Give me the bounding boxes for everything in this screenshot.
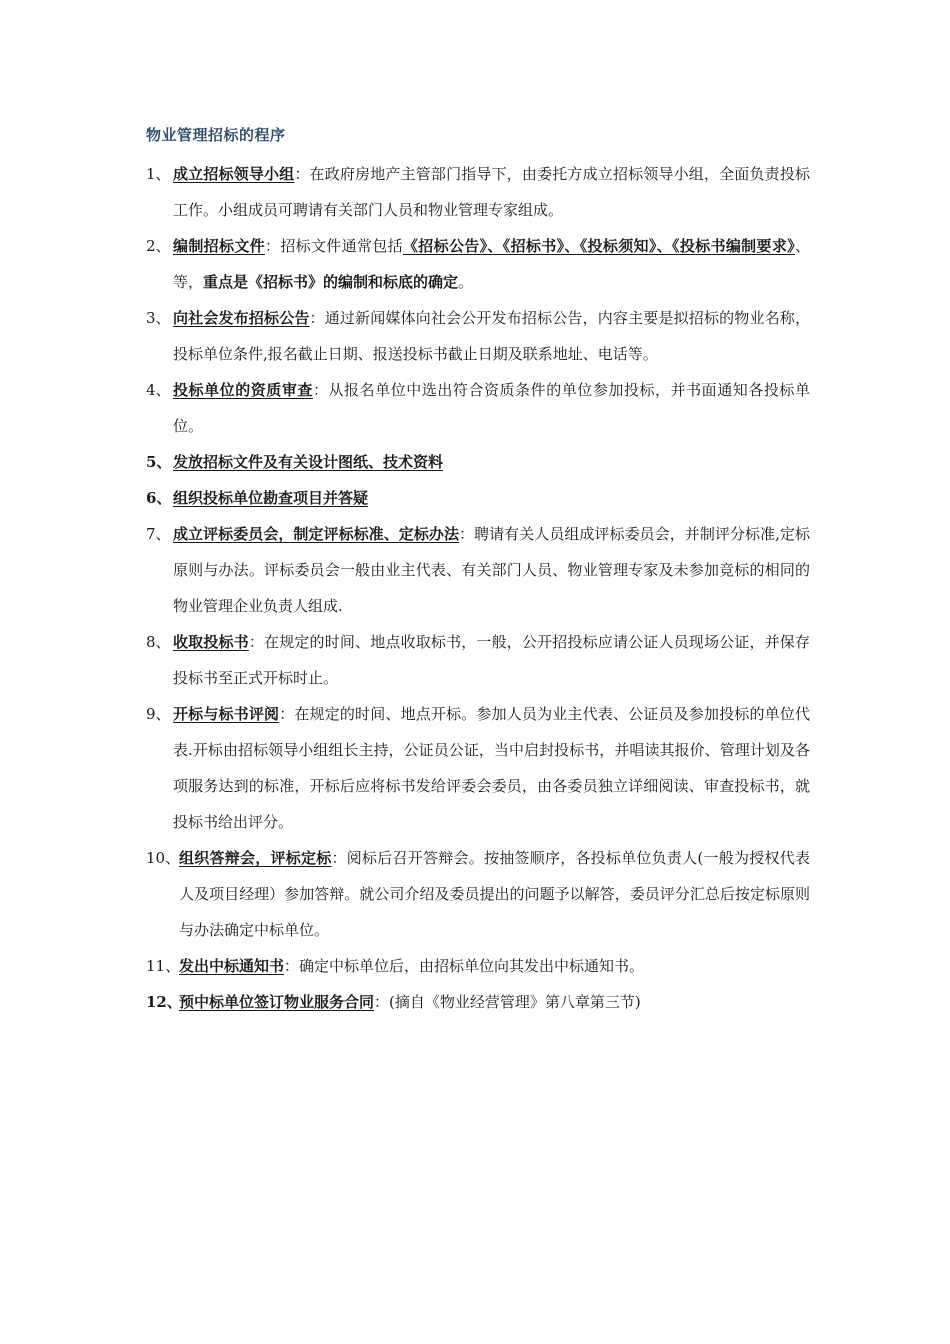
list-item <box>146 840 810 948</box>
item-body <box>173 444 810 480</box>
item-number: 3、 <box>146 309 171 327</box>
item-body <box>179 840 810 948</box>
document-list: 《招标公告》、《招标书》、《投标须知》、《投标书编制要求》 <box>402 237 795 255</box>
item-text: 、等， <box>173 237 810 291</box>
item-text: ：招标文件通常包括 <box>264 237 403 255</box>
item-number: 9、 <box>146 705 171 723</box>
list-item <box>146 372 810 444</box>
item-heading: 成立评标委员会，制定评标标准、定标办法 <box>173 525 459 543</box>
item-number: 7、 <box>146 525 171 543</box>
item-text: ：在政府房地产主管部门指导下，由委托方成立招标领导小组，全面负责投标工作。小组成员可聘请有关部门人员和物业管理专家组成。 <box>173 165 810 219</box>
item-heading: 收取投标书 <box>173 633 249 651</box>
list-item <box>146 984 810 1020</box>
item-heading: 向社会发布招标公告 <box>173 309 310 327</box>
item-body <box>173 480 810 516</box>
item-text: ：通过新闻媒体向社会公开发布招标公告，内容主要是拟招标的物业名称，投标单位条件,报名截止日期、报送投标书截止日期及联系地址、电话等。 <box>173 309 810 363</box>
item-number: 8、 <box>146 633 171 651</box>
item-text: ：阅标后召开答辩会。按抽签顺序，各投标单位负责人(一般为授权代表人及项目经理）参加答辩。就公司介绍及委员提出的问题予以解答，委员评分汇总后按定标原则与办法确定中标单位。 <box>179 849 810 939</box>
list-item <box>146 624 810 696</box>
list-item <box>146 300 810 372</box>
item-heading: 开标与标书评阅 <box>173 705 280 723</box>
list-item <box>146 948 810 984</box>
item-heading: 发出中标通知书 <box>179 957 285 975</box>
item-body <box>173 300 810 372</box>
item-text: ：在规定的时间、地点收取标书，一般，公开招投标应请公证人员现场公证，并保存投标书至正式开标时止。 <box>173 633 810 687</box>
item-text: ：在规定的时间、地点开标。参加人员为业主代表、公证员及参加投标的单位代表.开标由招标领导小组组长主持，公证员公证，当中启封投标书，并唱读其报价、管理计划及各项服务达到的标准，开标后应将标书发给评委会委员，由各委员独立详细阅读、审查投标书，就投标书给出评分。 <box>173 705 810 831</box>
item-heading: 编制招标文件 <box>173 237 265 255</box>
item-body <box>173 156 810 228</box>
page-title: 物业管理招标的程序 <box>146 126 286 144</box>
item-body <box>179 948 810 984</box>
item-heading: 组织投标单位勘查项目并答疑 <box>173 489 369 507</box>
item-number: 10、 <box>146 849 181 867</box>
item-heading: 投标单位的资质审查 <box>173 381 313 399</box>
item-text: 。 <box>458 273 474 291</box>
item-text: ：确定中标单位后，由招标单位向其发出中标通知书。 <box>284 957 645 975</box>
item-body <box>179 984 810 1020</box>
item-body <box>173 228 810 300</box>
item-body <box>173 372 810 444</box>
item-number: 2、 <box>146 237 171 255</box>
list-item <box>146 228 810 300</box>
item-text: ：聘请有关人员组成评标委员会，并制评分标准,定标原则与办法。评标委员会一般由业主代表、有关部门人员、物业管理专家及未参加竞标的相同的物业管理企业负责人组成. <box>173 525 810 615</box>
item-heading: 发放招标文件及有关设计图纸、技术资料 <box>173 453 444 471</box>
item-heading: 成立招标领导小组 <box>173 165 295 183</box>
emphasis-text: 重点是《招标书》的编制和标底的确定 <box>203 273 459 291</box>
list-item <box>146 516 810 624</box>
item-body <box>173 696 810 840</box>
list-item <box>146 480 810 516</box>
item-number: 11、 <box>146 957 181 975</box>
item-number: 4、 <box>146 381 171 399</box>
item-heading: 组织答辩会，评标定标 <box>179 849 332 867</box>
item-body <box>173 624 810 696</box>
procedure-list <box>146 156 810 1020</box>
item-number: 5、 <box>146 453 172 471</box>
item-number: 12、 <box>146 993 182 1011</box>
list-item <box>146 444 810 480</box>
item-number: 1、 <box>146 165 171 183</box>
item-heading: 预中标单位签订物业服务合同 <box>179 993 375 1011</box>
item-text: ：(摘自《物业经营管理》第八章第三节) <box>374 993 641 1011</box>
list-item <box>146 696 810 840</box>
item-body <box>173 516 810 624</box>
item-text: ：从报名单位中选出符合资质条件的单位参加投标，并书面通知各投标单位。 <box>173 381 810 435</box>
list-item <box>146 156 810 228</box>
item-number: 6、 <box>146 489 172 507</box>
